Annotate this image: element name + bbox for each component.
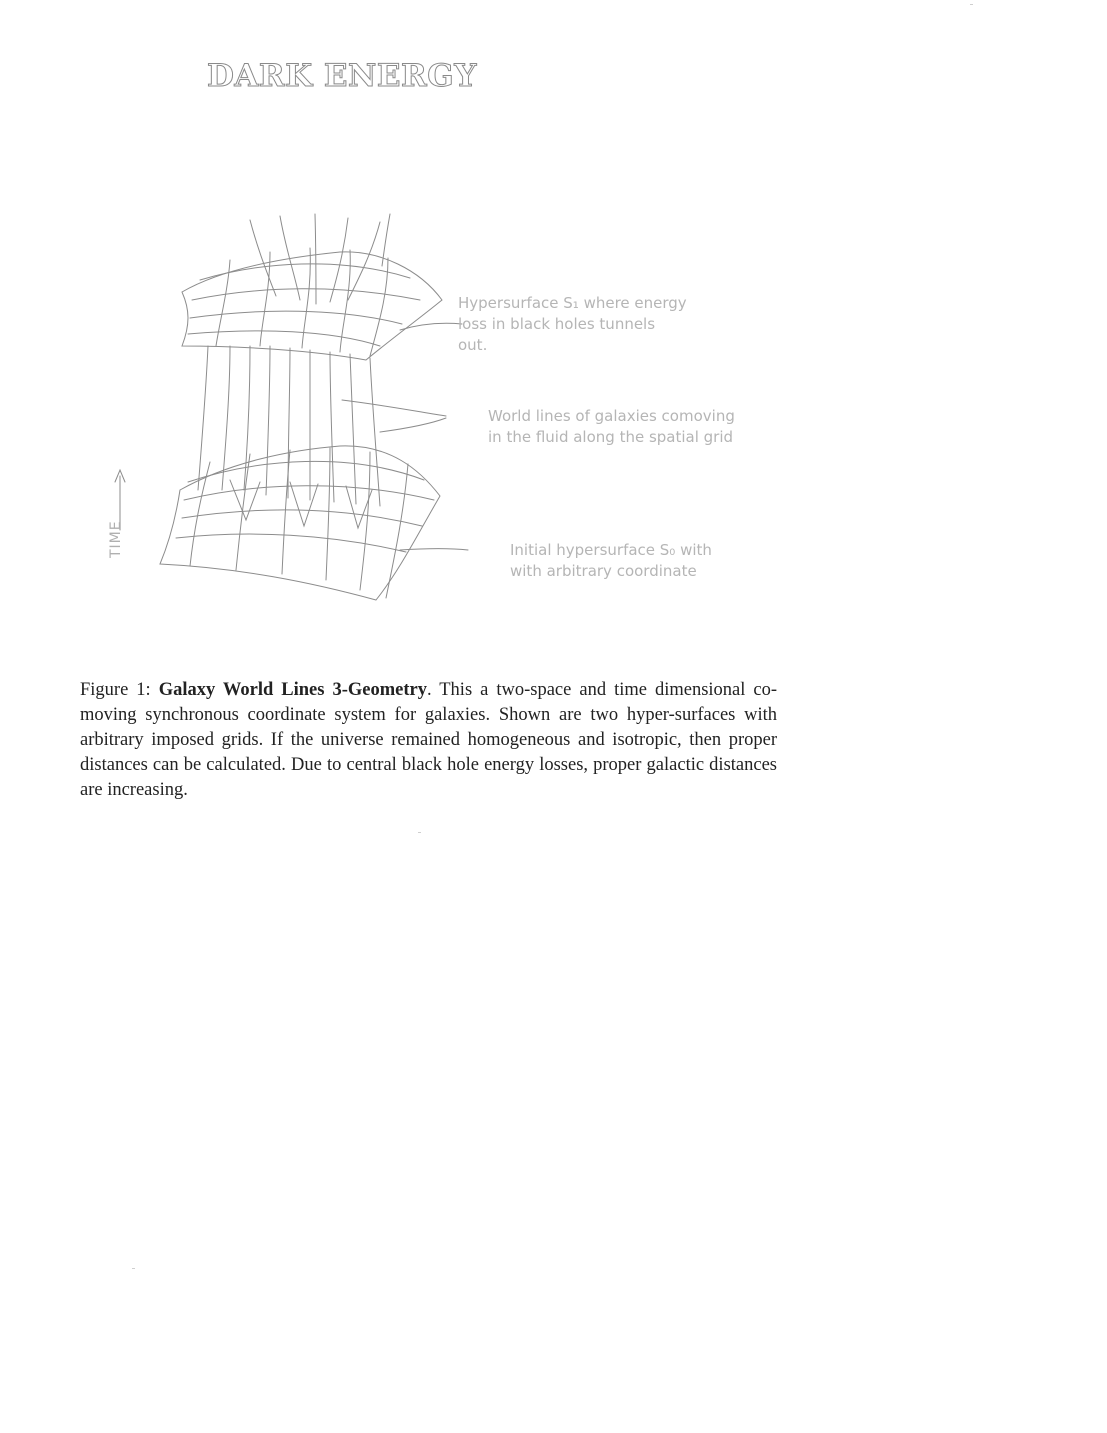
upper-hypersurface-outline [182, 252, 442, 360]
lower-grid-line [360, 452, 370, 590]
leader-line-mid [380, 418, 446, 432]
upper-grid-line [200, 264, 410, 280]
lower-grid-line [386, 464, 408, 598]
time-axis-label: TIME [108, 520, 124, 558]
funnel-line [250, 220, 276, 296]
page-title: DARK ENERGY [207, 58, 477, 94]
sketch-lines [115, 214, 468, 600]
leader-line-mid [342, 400, 446, 416]
annotation-upper-hypersurface: Hypersurface S₁ where energy loss in black holes tunnels out. [458, 294, 687, 354]
grid-dip [230, 480, 260, 520]
caption-body: . This a two-space and time dimensional co-moving synchronous coordinate system for galaxies. Shown are two hyper-surfaces with arbitrary imposed grids. If the universe remained homogeneous and isotropic, then proper distances can be calculated. Due to central black hole energy losses, proper galactic distances are increasing. [80, 680, 778, 800]
annotation-world-lines: World lines of galaxies comoving in the fluid along the spatial grid [488, 407, 735, 446]
figure-caption [80, 678, 777, 803]
leader-line-top [400, 323, 462, 330]
lower-grid-line [184, 486, 434, 500]
lower-grid-line [326, 448, 330, 580]
annotation-initial-hypersurface: Initial hypersurface S₀ with with arbitrary coordinate [510, 541, 712, 580]
world-line [370, 358, 380, 506]
upper-grid-line [370, 258, 388, 356]
world-line [266, 346, 270, 495]
caption-title: Galaxy World Lines 3-Geometry [158, 680, 427, 700]
lower-grid-line [282, 450, 290, 574]
world-line [244, 346, 250, 490]
scan-speck [132, 1268, 135, 1269]
grid-dip [290, 482, 318, 526]
world-line [330, 352, 334, 502]
scan-speck [970, 4, 973, 5]
funnel-line [382, 214, 390, 266]
funnel-line [348, 222, 380, 300]
lower-grid-line [190, 462, 210, 566]
world-line [350, 354, 356, 504]
scan-speck [418, 832, 421, 833]
caption-prefix: Figure 1: [80, 680, 159, 700]
lower-grid-line [182, 510, 422, 526]
lower-grid-line [188, 461, 424, 482]
world-line [198, 346, 208, 490]
funnel-line [315, 214, 316, 304]
lower-hypersurface-outline [160, 446, 440, 600]
figure-galaxy-world-lines [90, 200, 790, 640]
lower-grid-line [176, 534, 406, 552]
